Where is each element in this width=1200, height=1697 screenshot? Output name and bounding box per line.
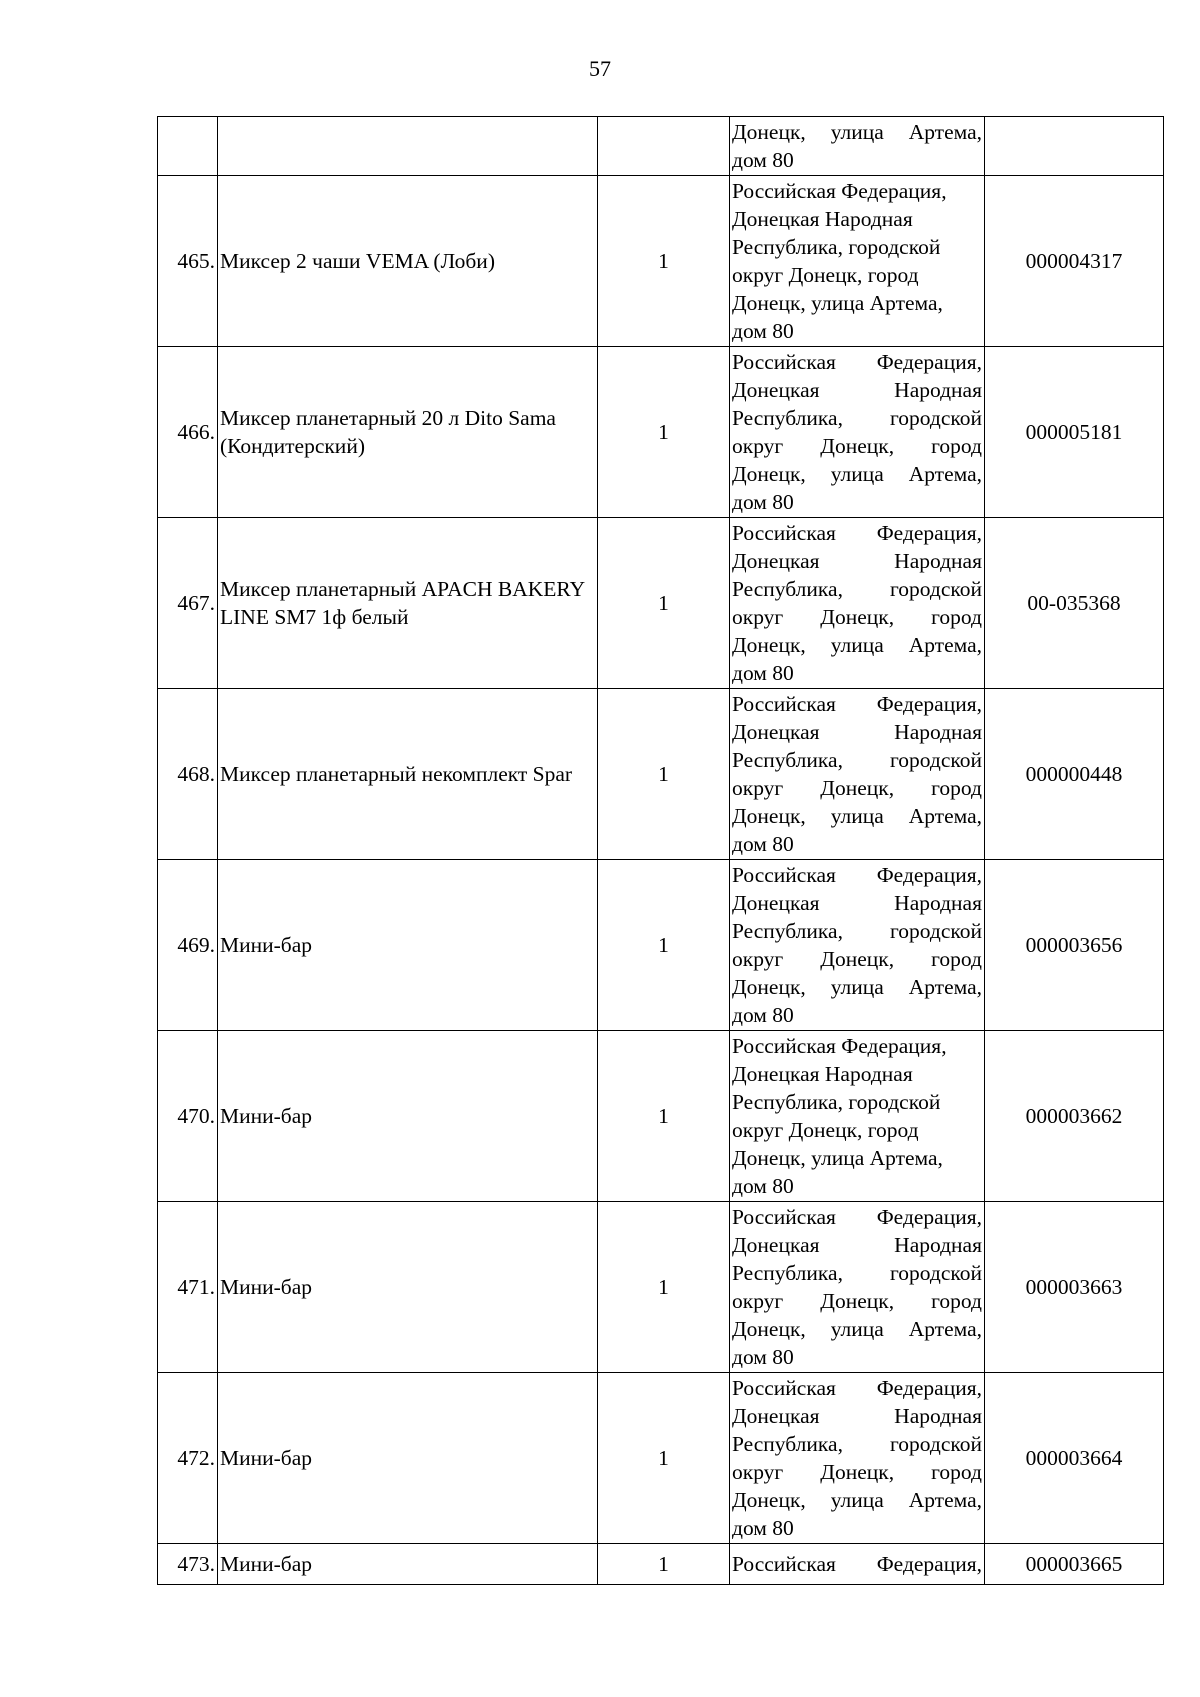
address-line: Республика, городской xyxy=(732,748,982,772)
cell-name: Мини-бар xyxy=(218,1202,598,1373)
address-line: Донецкая Народная xyxy=(732,720,982,744)
address-line: Донецкая Народная xyxy=(732,378,982,402)
table-row xyxy=(158,1202,1164,1373)
address-line: Донецк, улица Артема, xyxy=(732,633,982,657)
address-line: дом 80 xyxy=(732,490,794,514)
address-line: Республика, городской xyxy=(732,235,941,259)
cell-name: Миксер планетарный некомплект Spar xyxy=(218,689,598,860)
cell-address: Российская Федерация, xyxy=(730,1544,985,1585)
address-line: дом 80 xyxy=(732,1345,794,1369)
cell-quantity: 1 xyxy=(598,860,730,1031)
address-line: Российская Федерация, xyxy=(732,1376,982,1400)
cell-number: 473. xyxy=(158,1544,218,1585)
address-line: округ Донецк, город xyxy=(732,434,982,458)
cell-code: 000003662 xyxy=(985,1031,1164,1202)
address-line: Республика, городской xyxy=(732,1090,941,1114)
cell-address xyxy=(730,1202,985,1373)
cell-number: 470. xyxy=(158,1031,218,1202)
address-line: дом 80 xyxy=(732,148,794,172)
table-row-last xyxy=(158,1544,1164,1585)
address-line: Российская Федерация, xyxy=(732,350,982,374)
address-line: Республика, городской xyxy=(732,406,982,430)
cell-quantity: 1 xyxy=(598,176,730,347)
table-row xyxy=(158,518,1164,689)
address-line: Донецкая Народная xyxy=(732,549,982,573)
table-body xyxy=(158,117,1164,1585)
cell-name: Мини-бар xyxy=(218,1544,598,1585)
cell-code: 000000448 xyxy=(985,689,1164,860)
address-line: Донецк, улица Артема, xyxy=(732,975,982,999)
cell-name: Миксер 2 чаши VEMA (Лоби) xyxy=(218,176,598,347)
address-line: дом 80 xyxy=(732,1003,794,1027)
table-row xyxy=(158,176,1164,347)
cell-code: 000003665 xyxy=(985,1544,1164,1585)
cell-address xyxy=(730,117,985,176)
address-line: дом 80 xyxy=(732,1516,794,1540)
cell-number: 471. xyxy=(158,1202,218,1373)
address-line: округ Донецк, город xyxy=(732,1460,982,1484)
cell-quantity xyxy=(598,117,730,176)
cell-quantity: 1 xyxy=(598,518,730,689)
cell-number xyxy=(158,117,218,176)
table-row xyxy=(158,1373,1164,1544)
cell-address xyxy=(730,176,985,347)
table-row-continued xyxy=(158,117,1164,176)
address-line: дом 80 xyxy=(732,832,794,856)
cell-code: 000005181 xyxy=(985,347,1164,518)
address-line: округ Донецк, город xyxy=(732,1118,919,1142)
cell-address xyxy=(730,347,985,518)
address-line: Донецк, улица Артема, xyxy=(732,462,982,486)
cell-number: 468. xyxy=(158,689,218,860)
address-line: округ Донецк, город xyxy=(732,263,919,287)
address-line: Российская Федерация, xyxy=(732,179,947,203)
address-line: Донецк, улица Артема, xyxy=(732,804,982,828)
cell-address xyxy=(730,689,985,860)
cell-code: 000004317 xyxy=(985,176,1164,347)
table-row xyxy=(158,1031,1164,1202)
address-line: Республика, городской xyxy=(732,577,982,601)
cell-name: Мини-бар xyxy=(218,1373,598,1544)
address-line: Донецкая Народная xyxy=(732,207,913,231)
address-line: округ Донецк, город xyxy=(732,947,982,971)
cell-name: Миксер планетарный APACH BAKERY LINE SM7 1ф белый xyxy=(218,518,598,689)
cell-address xyxy=(730,1373,985,1544)
cell-name xyxy=(218,117,598,176)
address-line: Донецк, улица Артема, xyxy=(732,120,982,144)
cell-number: 465. xyxy=(158,176,218,347)
address-line: Российская Федерация, xyxy=(732,1034,947,1058)
address-line: Донецкая Народная xyxy=(732,1404,982,1428)
address-line: Республика, городской xyxy=(732,1261,982,1285)
address-line: дом 80 xyxy=(732,661,794,685)
cell-address xyxy=(730,518,985,689)
address-line: округ Донецк, город xyxy=(732,605,982,629)
cell-name: Мини-бар xyxy=(218,860,598,1031)
cell-code: 000003656 xyxy=(985,860,1164,1031)
cell-code xyxy=(985,117,1164,176)
address-line: Донецкая Народная xyxy=(732,891,982,915)
cell-code: 00-035368 xyxy=(985,518,1164,689)
cell-number: 466. xyxy=(158,347,218,518)
cell-quantity: 1 xyxy=(598,347,730,518)
address-line: дом 80 xyxy=(732,319,794,343)
cell-number: 469. xyxy=(158,860,218,1031)
cell-number: 467. xyxy=(158,518,218,689)
table-row xyxy=(158,860,1164,1031)
address-line: дом 80 xyxy=(732,1174,794,1198)
cell-number: 472. xyxy=(158,1373,218,1544)
cell-address xyxy=(730,860,985,1031)
cell-name: Мини-бар xyxy=(218,1031,598,1202)
address-line: Российская Федерация, xyxy=(732,692,982,716)
inventory-table xyxy=(157,116,1164,1585)
table-row xyxy=(158,347,1164,518)
address-line: округ Донецк, город xyxy=(732,1289,982,1313)
cell-quantity: 1 xyxy=(598,1373,730,1544)
cell-quantity: 1 xyxy=(598,1202,730,1373)
cell-code: 000003663 xyxy=(985,1202,1164,1373)
address-line: Донецк, улица Артема, xyxy=(732,291,943,315)
cell-quantity: 1 xyxy=(598,1544,730,1585)
cell-name: Миксер планетарный 20 л Dito Sama (Кондитерский) xyxy=(218,347,598,518)
address-line: Донецк, улица Артема, xyxy=(732,1488,982,1512)
cell-quantity: 1 xyxy=(598,689,730,860)
address-line: Донецк, улица Артема, xyxy=(732,1146,943,1170)
address-line: Донецкая Народная xyxy=(732,1062,913,1086)
address-line: Российская Федерация, xyxy=(732,863,982,887)
table-row xyxy=(158,689,1164,860)
cell-code: 000003664 xyxy=(985,1373,1164,1544)
address-line: Республика, городской xyxy=(732,1432,982,1456)
address-line: Российская Федерация, xyxy=(732,521,982,545)
address-line: Донецк, улица Артема, xyxy=(732,1317,982,1341)
address-line: Республика, городской xyxy=(732,919,982,943)
cell-quantity: 1 xyxy=(598,1031,730,1202)
page-number: 57 xyxy=(589,56,611,81)
address-line: округ Донецк, город xyxy=(732,776,982,800)
address-line: Донецкая Народная xyxy=(732,1233,982,1257)
cell-address xyxy=(730,1031,985,1202)
address-line: Российская Федерация, xyxy=(732,1205,982,1229)
